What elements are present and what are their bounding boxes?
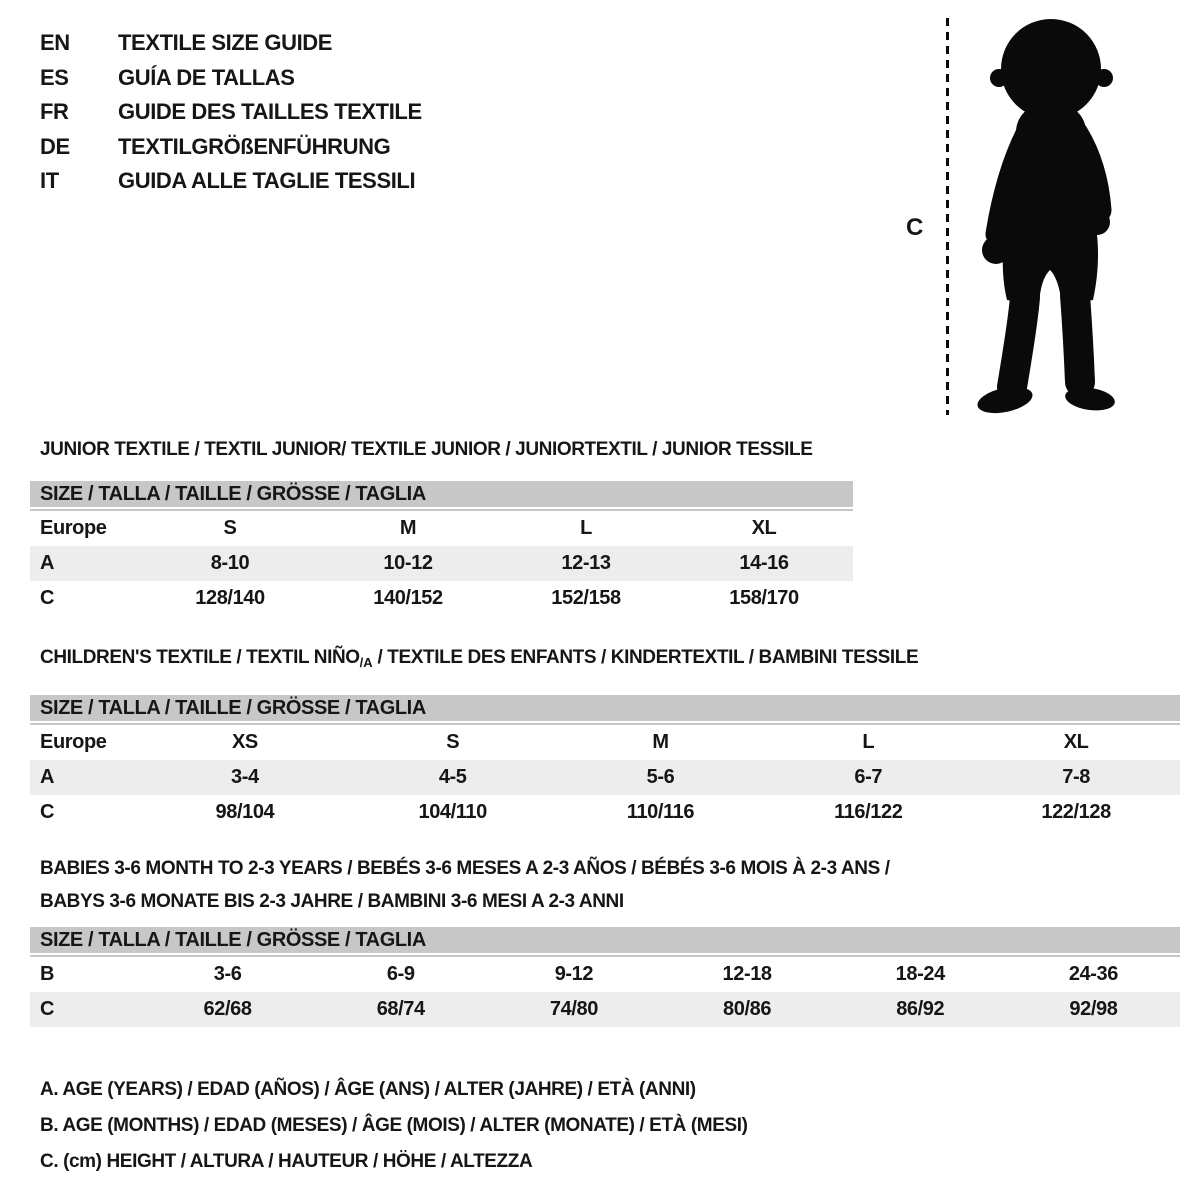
- table-cell: 98/104: [215, 801, 275, 823]
- table-cell: 14-16: [739, 552, 789, 574]
- table-cell: 5-6: [646, 766, 675, 788]
- height-dashed-line: [946, 18, 949, 415]
- table-cell: 24-36: [1068, 963, 1118, 985]
- table-cell: S: [223, 517, 237, 539]
- table-cell: 8-10: [210, 552, 250, 574]
- table-cell: 158/170: [729, 587, 799, 609]
- language-code: IT: [40, 168, 59, 193]
- language-code: FR: [40, 99, 69, 124]
- language-code: EN: [40, 30, 70, 55]
- section-title-line2: BABYS 3-6 MONATE BIS 2-3 JAHRE / BAMBINI 3-6 MESI A 2-3 ANNI: [40, 891, 624, 912]
- language-guide-title: TEXTILE SIZE GUIDE: [118, 30, 333, 55]
- language-title-row: [40, 164, 422, 199]
- row-label: C: [40, 801, 55, 823]
- section-babies: [30, 852, 1180, 1027]
- legend-line-c: C. (cm) HEIGHT / ALTURA / HAUTEUR / HÖHE / ALTEZZA: [40, 1151, 533, 1172]
- table-cell: 9-12: [554, 963, 594, 985]
- table-cell: 92/98: [1069, 998, 1118, 1020]
- section-title-subscript: /A: [359, 655, 373, 670]
- section-title-junior: [30, 437, 853, 463]
- table-cell: 6-9: [386, 963, 415, 985]
- toddler-silhouette-icon: [963, 12, 1140, 418]
- table-cell: L: [580, 517, 592, 539]
- row-label: Europe: [40, 731, 107, 753]
- table-row: [30, 581, 853, 616]
- table-cell: L: [862, 731, 875, 753]
- size-table-junior: [30, 511, 853, 616]
- language-title-list: [40, 26, 422, 199]
- legend-line-a: A. AGE (YEARS) / EDAD (AÑOS) / ÂGE (ANS) / ALTER (JAHRE) / ETÀ (ANNI): [40, 1079, 696, 1100]
- section-title-babies: [30, 852, 1180, 918]
- table-row: [30, 760, 1180, 795]
- table-cell: 152/158: [551, 587, 621, 609]
- language-code: DE: [40, 133, 70, 159]
- table-cell: 3-6: [213, 963, 242, 985]
- language-guide-title: GUÍA DE TALLAS: [118, 64, 295, 90]
- table-cell: S: [446, 731, 460, 753]
- table-cell: 80/86: [723, 998, 772, 1020]
- table-cell: XL: [751, 517, 777, 539]
- section-title-children: [30, 645, 1180, 676]
- language-guide-title: GUIDA ALLE TAGLIE TESSILI: [118, 168, 416, 193]
- table-cell: XS: [231, 731, 258, 753]
- table-cell: M: [399, 517, 417, 539]
- table-row: [30, 511, 853, 546]
- table-row: [30, 795, 1180, 830]
- table-cell: 4-5: [438, 766, 467, 788]
- table-cell: M: [652, 731, 669, 753]
- table-cell: 62/68: [203, 998, 252, 1020]
- table-row: [30, 992, 1180, 1027]
- row-label: C: [40, 587, 55, 609]
- table-cell: 86/92: [896, 998, 945, 1020]
- language-guide-title: GUIDE DES TAILLES TEXTILE: [118, 99, 422, 124]
- row-label: A: [40, 766, 55, 788]
- language-title-row: [40, 61, 422, 96]
- table-cell: 12-18: [722, 963, 772, 985]
- table-cell: 110/116: [626, 801, 695, 823]
- legend: [30, 1072, 748, 1180]
- table-cell: 104/110: [418, 801, 487, 823]
- table-cell: 18-24: [895, 963, 945, 985]
- table-cell: 128/140: [195, 587, 265, 609]
- table-cell: 122/128: [1041, 801, 1111, 823]
- section-children: [30, 645, 1180, 830]
- row-label: Europe: [40, 517, 107, 539]
- section-title-text: / TEXTILE DES ENFANTS / KINDERTEXTIL / BAMBINI TESSILE: [372, 647, 919, 668]
- table-cell: 7-8: [1062, 766, 1090, 788]
- table-row: [30, 957, 1180, 992]
- table-cell: 10-12: [383, 552, 433, 574]
- table-row: [30, 725, 1180, 760]
- size-header-bar: SIZE / TALLA / TAILLE / GRÖSSE / TAGLIA: [30, 695, 1180, 721]
- row-label: A: [40, 552, 55, 574]
- size-header-bar: SIZE / TALLA / TAILLE / GRÖSSE / TAGLIA: [30, 481, 853, 507]
- section-title-text: CHILDREN'S TEXTILE / TEXTIL NIÑO: [40, 647, 360, 668]
- table-cell: 74/80: [549, 998, 598, 1020]
- table-cell: XL: [1063, 731, 1089, 753]
- language-title-row: [40, 95, 422, 130]
- section-junior: [30, 437, 853, 616]
- table-cell: 68/74: [376, 998, 425, 1020]
- size-table-children: [30, 725, 1180, 830]
- language-guide-title: TEXTILGRÖßENFÜHRUNG: [118, 133, 391, 159]
- row-label: B: [40, 963, 55, 985]
- row-label: C: [40, 998, 55, 1020]
- language-title-row: [40, 26, 422, 61]
- table-row: [30, 546, 853, 581]
- table-cell: 6-7: [854, 766, 883, 788]
- table-cell: 140/152: [373, 587, 443, 609]
- table-cell: 3-4: [231, 766, 259, 788]
- size-header-bar: SIZE / TALLA / TAILLE / GRÖSSE / TAGLIA: [30, 927, 1180, 953]
- section-title-text: JUNIOR TEXTILE / TEXTIL JUNIOR/ TEXTILE JUNIOR / JUNIORTEXTIL / JUNIOR TESSILE: [40, 439, 813, 460]
- height-measure-label: C: [906, 214, 923, 241]
- table-cell: 116/122: [834, 801, 903, 823]
- section-title-line1: BABIES 3-6 MONTH TO 2-3 YEARS / BEBÉS 3-6 MESES A 2-3 AÑOS / BÉBÉS 3-6 MOIS À 2-3 ANS /: [40, 858, 890, 879]
- table-cell: 12-13: [561, 552, 611, 574]
- legend-line-b: B. AGE (MONTHS) / EDAD (MESES) / ÂGE (MOIS) / ALTER (MONATE) / ETÀ (MESI): [40, 1115, 748, 1136]
- language-code: ES: [40, 64, 69, 90]
- language-title-row: [40, 130, 422, 165]
- size-table-babies: [30, 957, 1180, 1027]
